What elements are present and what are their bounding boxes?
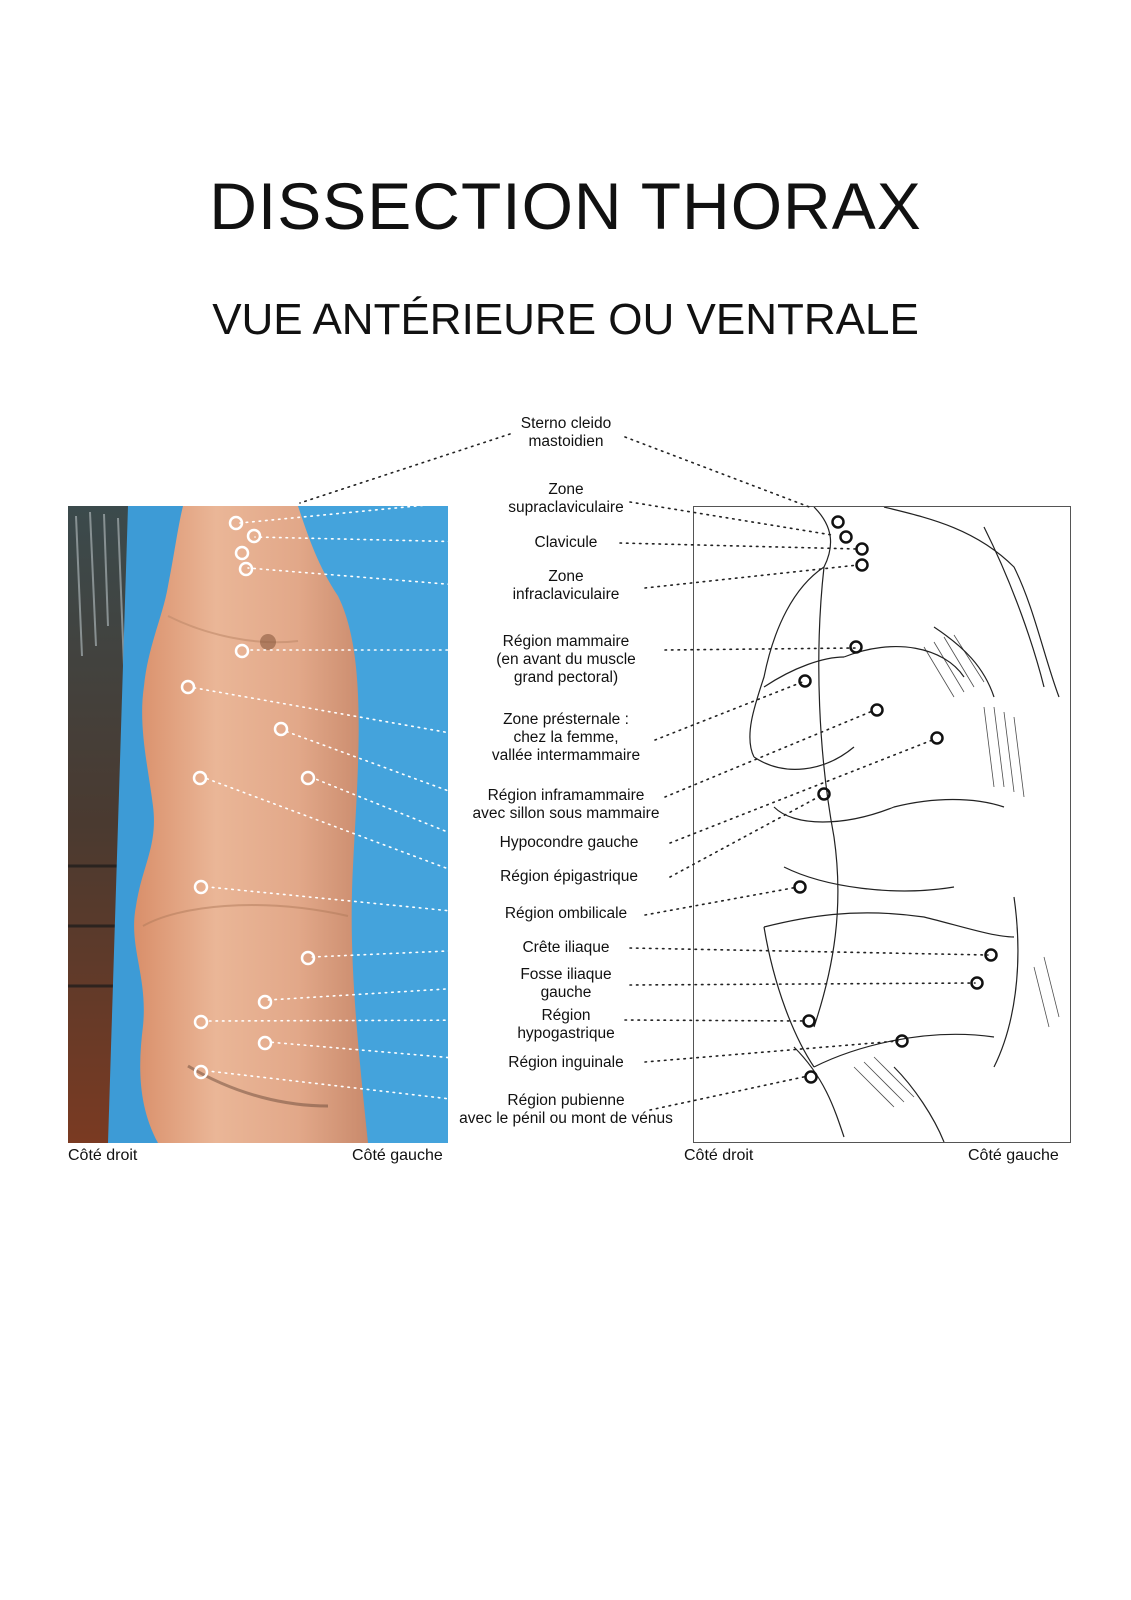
label-fosse: Fosse iliaque gauche — [520, 966, 612, 1001]
leader-epigastrique-drawing — [670, 795, 822, 877]
drawing-markers — [795, 517, 997, 1083]
leader-mammaire-drawing — [665, 648, 855, 650]
leader-inframammaire-drawing — [665, 710, 875, 797]
photo-markers — [182, 517, 314, 1078]
marker-drawing-clavicule — [857, 544, 868, 555]
leader-pubienne-photo — [208, 1071, 485, 1103]
label-presternale: Zone présternale : chez la femme, vallée intermammaire — [491, 711, 641, 764]
marker-drawing-fosse — [972, 978, 983, 989]
label-pubienne: Région pubienne avec le pénil ou mont de vénus — [459, 1092, 673, 1127]
label-clavicule: Clavicule — [534, 534, 598, 551]
label-crete: Crête iliaque — [522, 939, 610, 956]
label-hypogastrique: Région hypogastrique — [517, 1007, 615, 1042]
marker-photo-sterno — [236, 547, 248, 559]
marker-photo-presternale — [182, 681, 194, 693]
marker-photo-hypogastrique — [195, 1016, 207, 1028]
marker-photo-crete — [302, 952, 314, 964]
label-supraclav: Zone supraclaviculaire — [508, 481, 624, 516]
label-ombilicale: Région ombilicale — [504, 905, 628, 922]
marker-photo-pubienne — [195, 1066, 207, 1078]
marker-drawing-presternale — [800, 676, 811, 687]
marker-drawing-mammaire — [851, 642, 862, 653]
label-sterno: Sterno cleido mastoidien — [520, 415, 612, 450]
marker-drawing-ombilicale — [795, 882, 806, 893]
marker-photo-fosse — [259, 996, 271, 1008]
marker-drawing-supraclav — [841, 532, 852, 543]
caption-photo-left-side: Côté gauche — [352, 1147, 443, 1164]
marker-photo-hypocondre — [302, 772, 314, 784]
leader-hypocondre-drawing — [670, 739, 935, 843]
marker-photo-inframammaire — [275, 723, 287, 735]
leader-inframammaire-photo — [285, 731, 465, 797]
marker-drawing-hypogastrique — [804, 1016, 815, 1027]
marker-drawing-sterno — [833, 517, 844, 528]
marker-photo-mammaire — [236, 645, 248, 657]
caption-drawing-left-side: Côté gauche — [968, 1147, 1059, 1164]
page-title: DISSECTION THORAX — [209, 169, 922, 243]
caption-photo-right-side: Côté droit — [68, 1147, 138, 1164]
label-inframammaire: Région inframammaire avec sillon sous mammaire — [472, 787, 660, 822]
marker-photo-clavicule — [248, 530, 260, 542]
marker-drawing-infraclav — [857, 560, 868, 571]
marker-drawing-hypocondre — [932, 733, 943, 744]
label-infraclav: Zone infraclaviculaire — [512, 568, 620, 603]
marker-photo-ombilicale — [195, 881, 207, 893]
marker-drawing-epigastrique — [819, 789, 830, 800]
marker-photo-epigastrique — [194, 772, 206, 784]
marker-drawing-inframammaire — [872, 705, 883, 716]
label-hypocondre: Hypocondre gauche — [499, 834, 639, 851]
label-inguinale: Région inguinale — [508, 1054, 624, 1071]
leader-epigastrique-photo — [205, 778, 470, 877]
marker-drawing-pubienne — [806, 1072, 817, 1083]
label-mammaire: Région mammaire (en avant du muscle grand pectoral) — [496, 633, 636, 686]
caption-drawing-right-side: Côté droit — [684, 1147, 754, 1164]
marker-photo-inguinale — [259, 1037, 271, 1049]
page-subtitle: VUE ANTÉRIEURE OU VENTRALE — [212, 295, 919, 344]
marker-photo-infraclav — [240, 563, 252, 575]
label-epigastrique: Région épigastrique — [500, 868, 638, 885]
